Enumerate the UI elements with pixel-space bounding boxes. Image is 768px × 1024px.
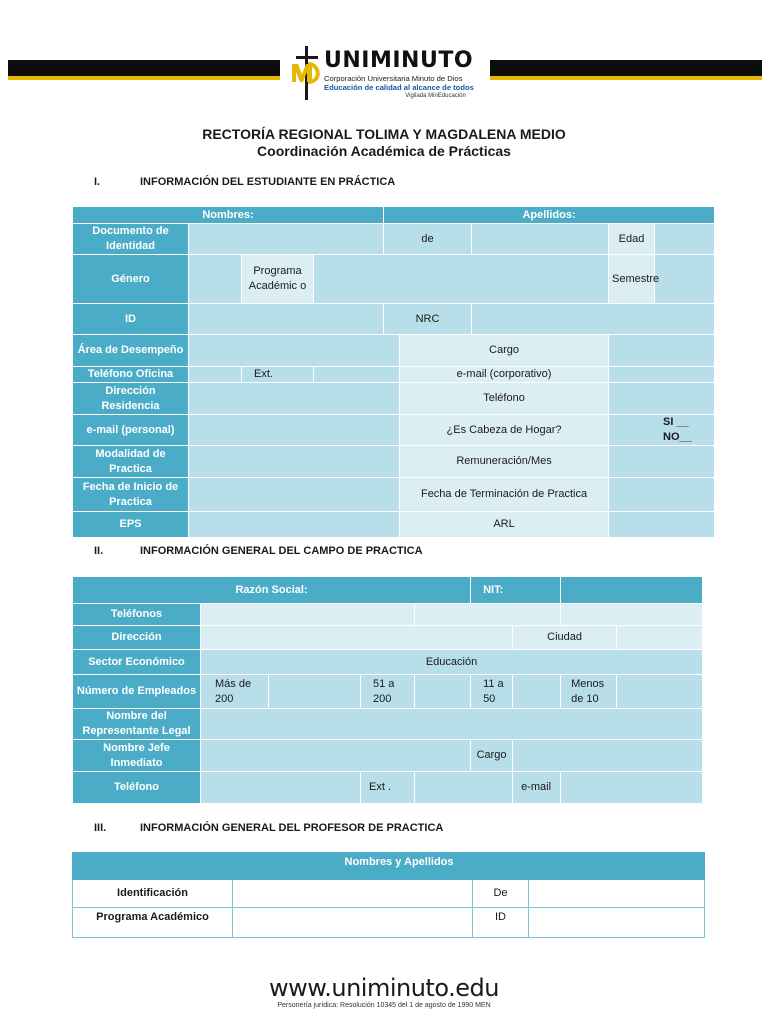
arl-field[interactable] [609,512,715,538]
ext-empresa-label: Ext . [361,772,415,804]
razon-social-label: Razón Social: [73,577,471,604]
telefonos-field-2[interactable] [415,604,561,626]
area-label: Área de Desempeño [73,335,189,367]
representante-legal-field[interactable] [201,709,703,740]
semestre-field[interactable] [655,255,715,304]
telefonos-field-1[interactable] [201,604,415,626]
document-subtitle: Coordinación Académica de Prácticas [257,143,511,159]
11-50-option[interactable]: 11 a 50 [471,675,513,709]
area-field[interactable] [189,335,400,367]
email-corporativo-field[interactable] [609,367,715,383]
header-band-left [8,60,280,80]
direccion-field[interactable] [189,383,400,415]
jefe-inmediato-field[interactable] [201,740,471,772]
numero-empleados-label: Número de Empleados [73,675,201,709]
51-200-field[interactable] [415,675,471,709]
telefono-empresa-label: Teléfono [73,772,201,804]
cargo-label: Cargo [400,335,609,367]
modalidad-label: Modalidad de Practica [73,446,189,478]
section-2-heading [94,545,423,557]
section-1-title: INFORMACIÓN DEL ESTUDIANTE EN PRÁCTICA [140,176,396,188]
nit-field[interactable] [561,577,703,604]
de-profesor-label: De [473,880,529,908]
ext-field[interactable] [314,367,400,383]
practice-site-table [72,576,703,804]
nrc-label: NRC [384,304,472,335]
cabeza-hogar-label: ¿Es Cabeza de Hogar? [400,415,609,446]
id-profesor-field[interactable] [529,908,705,938]
cargo-field[interactable] [609,335,715,367]
header-band-right [490,60,762,80]
logo-name: UNIMINUTO [324,48,474,73]
jefe-inmediato-label: Nombre Jefe Inmediato [73,740,201,772]
eps-field[interactable] [189,512,400,538]
mas-200-field[interactable] [269,675,361,709]
sector-economico-label: Sector Económico [73,650,201,675]
identificacion-field[interactable] [233,880,473,908]
section-3-number: III. [94,822,107,834]
51-200-option[interactable]: 51 a 200 [361,675,415,709]
fecha-terminacion-field[interactable] [609,478,715,512]
nombres-apellidos-label: Nombres y Apellidos [73,853,705,880]
logo-vigilada: Vigilada MinEducación [405,93,466,99]
identificacion-label: Identificación [73,880,233,908]
nombres-label: Nombres: [73,207,384,224]
email-empresa-label: e-mail [513,772,561,804]
eps-label: EPS [73,512,189,538]
telefono-label: Teléfono [400,383,609,415]
documento-label: Documento de Identidad [73,224,189,255]
menos-10-field[interactable] [617,675,703,709]
logo-tagline: Educación de calidad al alcance de todos [324,83,474,92]
section-1-heading [94,176,395,188]
representante-legal-label: Nombre del Representante Legal [73,709,201,740]
telefono-oficina-label: Teléfono Oficina [73,367,189,383]
id-field[interactable] [189,304,384,335]
cargo-jefe-label: Cargo [471,740,513,772]
uniminuto-logo [288,44,484,102]
section-3-title: INFORMACIÓN GENERAL DEL PROFESOR DE PRACTICA [140,822,444,834]
programa-label: Programa Académic o [242,255,314,304]
ext-label: Ext. [242,367,314,383]
telefono-oficina-field[interactable] [189,367,242,383]
edad-label: Edad [609,224,655,255]
arl-label: ARL [400,512,609,538]
logo-subtitle: Corporación Universitaria Minuto de Dios [324,74,463,83]
email-personal-label: e-mail (personal) [73,415,189,446]
remuneracion-label: Remuneración/Mes [400,446,609,478]
section-3-heading [94,822,443,834]
footer-legal: Personería jurídica: Resolución 10345 del 1 de agosto de 1990 MEN [277,1002,491,1009]
section-2-number: II. [94,545,104,557]
cargo-jefe-field[interactable] [513,740,703,772]
11-50-field[interactable] [513,675,561,709]
section-2-title: INFORMACIÓN GENERAL DEL CAMPO DE PRACTICA [140,545,423,557]
telefono-field[interactable] [609,383,715,415]
fecha-terminacion-label: Fecha de Terminación de Practica [400,478,609,512]
md-emblem-icon [288,46,324,102]
programa-field[interactable] [314,255,609,304]
direccion-empresa-label: Dirección [73,626,201,650]
section-1-number: I. [94,176,101,188]
student-info-table [72,206,715,538]
fecha-inicio-label: Fecha de Inicio de Practica [73,478,189,512]
ext-empresa-field[interactable] [415,772,513,804]
programa-academico-field[interactable] [233,908,473,938]
sector-economico-value[interactable]: Educación [201,650,703,675]
footer-url[interactable]: www.uniminuto.edu [269,974,499,1002]
fecha-inicio-field[interactable] [189,478,400,512]
remuneracion-field[interactable] [609,446,715,478]
id-profesor-label: ID [473,908,529,938]
edad-field[interactable] [655,224,715,255]
ciudad-field[interactable] [617,626,703,650]
email-empresa-field[interactable] [561,772,703,804]
direccion-label: Dirección Residencia [73,383,189,415]
documento-field[interactable] [189,224,384,255]
de-label: de [384,224,472,255]
genero-label: Género [73,255,189,304]
de-field[interactable] [472,224,609,255]
menos-10-option[interactable]: Menos de 10 [561,675,617,709]
modalidad-field[interactable] [189,446,400,478]
email-corporativo-label: e-mail (corporativo) [400,367,609,383]
nit-label: NIT: [471,577,561,604]
apellidos-label: Apellidos: [384,207,715,224]
document-title: RECTORÍA REGIONAL TOLIMA Y MAGDALENA MEDIO [202,126,566,142]
email-personal-field[interactable] [189,415,400,446]
telefonos-label: Teléfonos [73,604,201,626]
nrc-field[interactable] [472,304,715,335]
mas-200-option[interactable]: Más de 200 [201,675,269,709]
telefono-empresa-field[interactable] [201,772,361,804]
de-profesor-field[interactable] [529,880,705,908]
direccion-empresa-field[interactable] [201,626,513,650]
si-no-field[interactable]: SI __ NO__ [609,415,715,446]
programa-academico-label: Programa Académico [73,908,233,938]
telefonos-field-3[interactable] [561,604,703,626]
id-label: ID [73,304,189,335]
professor-info-table [72,852,705,938]
semestre-label: Semestre [609,255,655,304]
genero-field[interactable] [189,255,242,304]
ciudad-label: Ciudad [513,626,617,650]
